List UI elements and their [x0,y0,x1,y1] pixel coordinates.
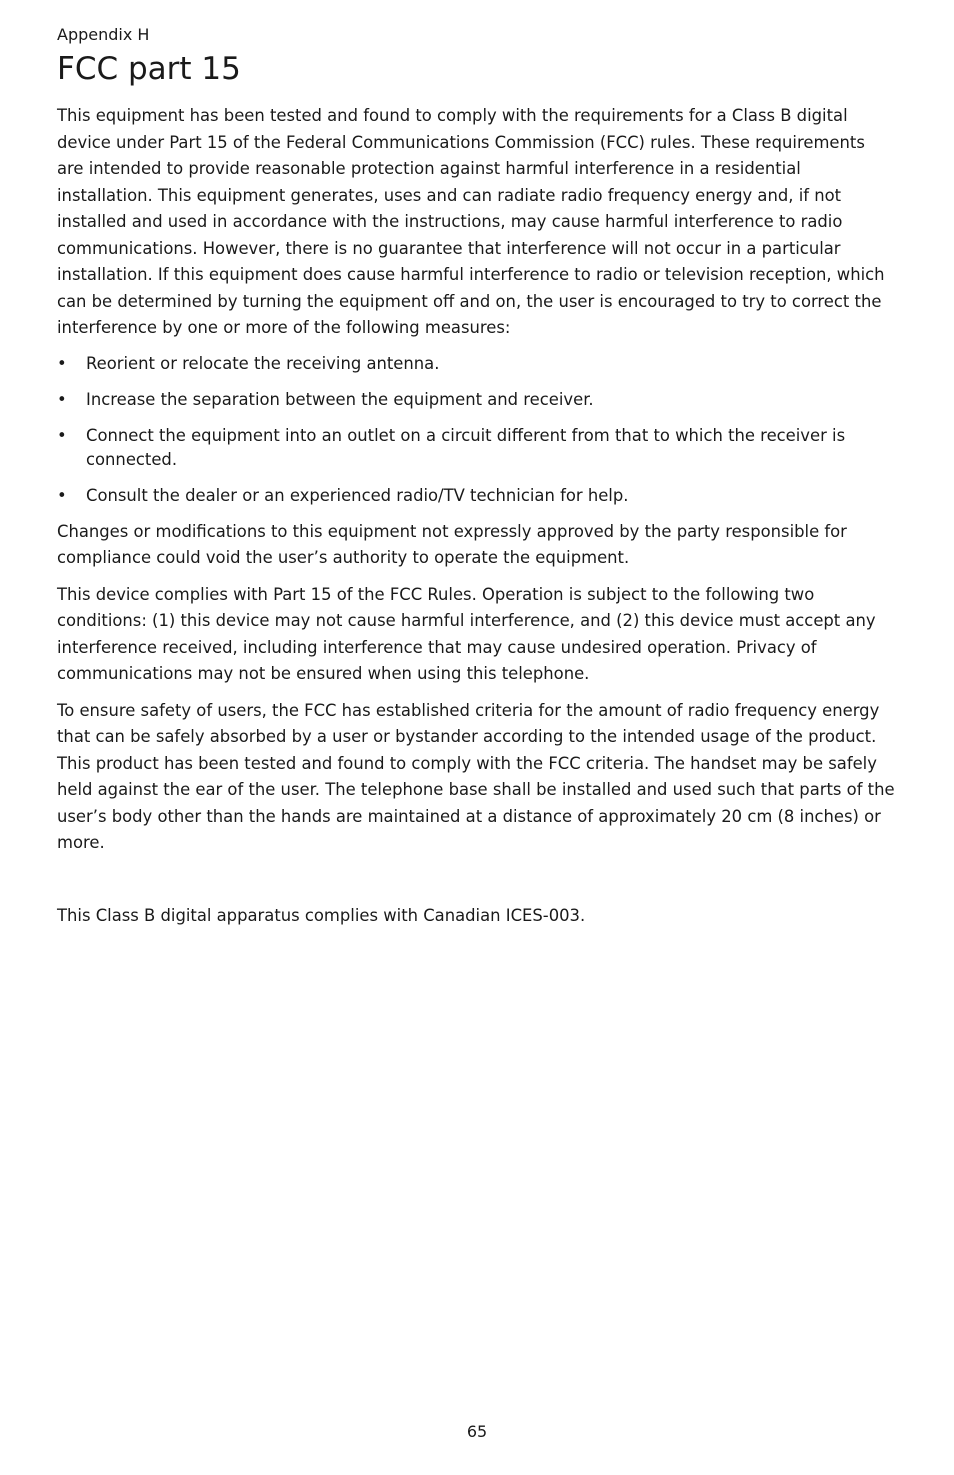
measures-list [57,352,895,508]
list-item-text: Consult the dealer or an experienced radio/TV technician for help. [86,485,629,505]
list-item-text: Connect the equipment into an outlet on a circuit different from that to which the receiver is connected. [86,425,846,469]
page-title: FCC part 15 [57,51,241,87]
bullet-icon: • [57,425,67,445]
ices-paragraph: This Class B digital apparatus complies with Canadian ICES-003. [57,905,586,925]
list-item-text: Increase the separation between the equipment and receiver. [86,389,594,409]
list-item [57,388,895,412]
safety-paragraph: To ensure safety of users, the FCC has established criteria for the amount of radio frequency energy that can be safely absorbed by a user or bystander according to the intended usage of the product. This product has been tested and found to comply with the FCC criteria. The handset may be safely held against the ear of the user. The telephone base shall be installed and used such that parts of the user’s body other than the hands are maintained at a distance of approximately 20 cm (8 inches) or more. [57,700,895,852]
bullet-icon: • [57,353,67,373]
list-item [57,424,895,472]
compliance-paragraph: This device complies with Part 15 of the FCC Rules. Operation is subject to the following two conditions: (1) this device may not cause harmful interference, and (2) this device must accept any interference received, including interference that may cause undesired operation. Privacy of communications may not be ensured when using this telephone. [57,584,876,683]
intro-paragraph: This equipment has been tested and found to comply with the requirements for a Class B digital device under Part 15 of the Federal Communications Commission (FCC) rules. These requirements are intended to provide reasonable protection against harmful interference in a residential installation. This equipment generates, uses and can radiate radio frequency energy and, if not installed and used in accordance with the instructions, may cause harmful interference to radio communications. However, there is no guarantee that interference will not occur in a particular installation. If this equipment does cause harmful interference to radio or television reception, which can be determined by turning the equipment off and on, the user is encouraged to try to correct the interference by one or more of the following measures: [57,106,885,337]
changes-paragraph: Changes or modifications to this equipment not expressly approved by the party responsible for compliance could void the user’s authority to operate the equipment. [57,521,847,567]
list-item [57,352,895,376]
bullet-icon: • [57,389,67,409]
list-item [57,484,895,508]
section-label: Appendix H [57,25,150,44]
list-item-text: Reorient or relocate the receiving antenna. [86,353,440,373]
document-body [57,103,895,939]
bullet-icon: • [57,485,67,505]
page-number: 65 [466,1422,488,1441]
